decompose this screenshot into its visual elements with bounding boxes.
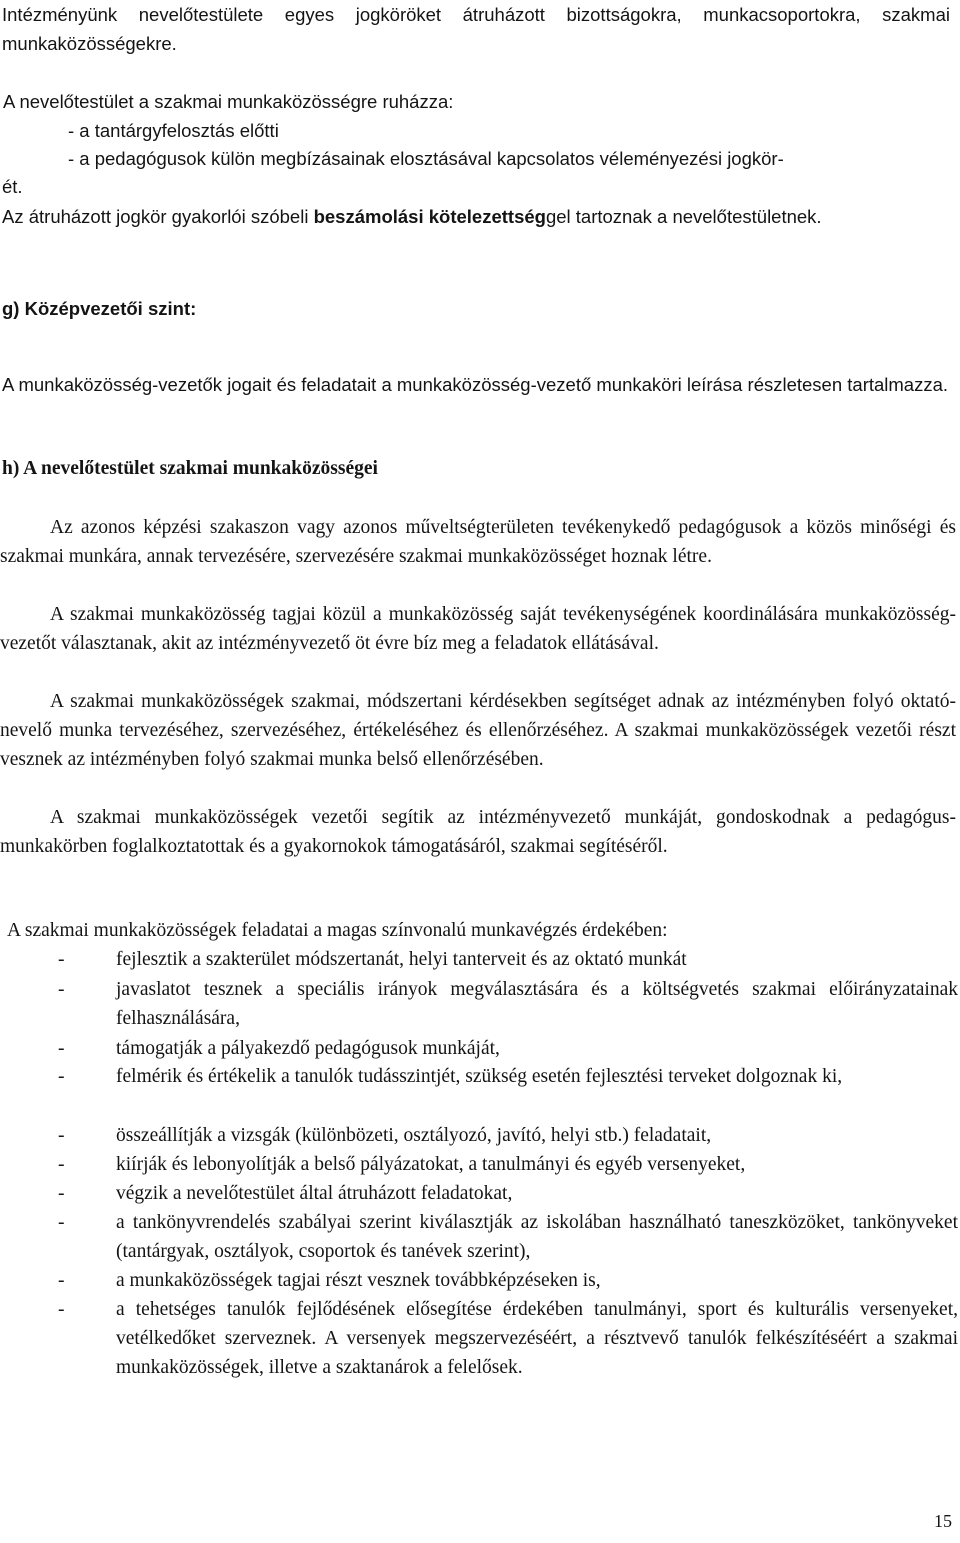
page-number: 15 [934,1511,952,1531]
list-dash: - [58,1154,65,1175]
list-item-text: a munkaközösségek tagjai részt vesznek továbbképzéseken is, [116,1270,601,1291]
list-item-text: végzik a nevelőtestület által átruházott feladatokat, [116,1183,513,1204]
list-item-text: a tehetséges tanulók fejlődésének elősegítése érdekében tanulmányi, sport és kulturális versenyeket, vetélkedőket szerveznek. A versenyek megszervezéséért, a résztvevő tanulók felkészítéséért a szakmai munkaközösségek, illetve a szaktanárok a felelősek. [116,1299,958,1378]
section-h-paragraph: A szakmai munkaközösségek vezetői segítik az intézményvezető munkáját, gondoskodnak a pedagógus-munkakörben foglalkoztatottak és a gyakornokok támogatásáról, szakmai segítéséről. [0,807,956,857]
section-g-text: A munkaközösség-vezetők jogait és feladatait a munkaközösség-vezető munkaköri leírása részletesen tartalmazza. [2,374,949,395]
accountability-text: Az átruházott jogkör gyakorlói szóbeli [2,206,314,227]
accountability-emphasis: beszámolási kötelezettség [313,206,546,227]
section-g-heading: g) Középvezetői szint: [2,298,197,319]
accountability-paragraph [2,202,952,231]
intro-paragraph: Intézményünk nevelőtestülete egyes jogköröket átruházott bizottságokra, munkacsoportokra, szakmai munkaközösségekre. [2,4,950,54]
section-h-paragraph: A szakmai munkaközösségek szakmai, módszertani kérdésekben segítséget adnak az intézményben folyó oktató-nevelő munka tervezéséhez, szervezéséhez, értékeléséhez és ellenőrzéséhez. A szakmai munkaközösségek vezetői részt vesznek az intézményben folyó szakmai munka belső ellenőrzésében. [0,691,956,770]
list-dash: - [58,1270,65,1291]
delegation-item: - a tantárgyfelosztás előtti [68,120,279,141]
list-dash: - [58,1299,65,1320]
section-h-paragraph: Az azonos képzési szakaszon vagy azonos műveltségterületen tevékenykedő pedagógusok a közös minőségi és szakmai munkára, annak tervezésére, szervezésére szakmai munkaközösséget hoznak létre. [0,517,956,567]
list-dash: - [58,949,65,970]
list-item-text: összeállítják a vizsgák (különbözeti, osztályozó, javító, helyi stb.) feladatait, [116,1125,712,1146]
list-dash: - [58,1066,65,1087]
section-h-heading: h) A nevelőtestület szakmai munkaközösségei [2,458,378,479]
list-item-text: fejlesztik a szakterület módszertanát, helyi tanterveit és az oktató munkát [116,949,687,970]
section-h-paragraph: A szakmai munkaközösség tagjai közül a munkaközösség saját tevékenységének koordinálására munkaközösség-vezetőt választanak, akit az intézményvezető öt évre bíz meg a feladatok ellátásával. [0,604,956,654]
tasks-lead: A szakmai munkaközösségek feladatai a magas színvonalú munkavégzés érdekében: [7,920,668,941]
list-item-text: felmérik és értékelik a tanulók tudásszintjét, szükség esetén fejlesztési terveket dolgoznak ki, [116,1066,843,1087]
list-dash: - [58,979,65,1000]
list-item-text: a tankönyvrendelés szabályai szerint kiválasztják az iskolában használható taneszközöket, tankönyveket (tantárgyak, osztályok, csoportok és tanévek szerint), [116,1212,958,1262]
list-item-text: támogatják a pályakezdő pedagógusok munkáját, [116,1038,500,1059]
list-dash: - [58,1125,65,1146]
delegation-lead: A nevelőtestület a szakmai munkaközösségre ruházza: [3,91,454,112]
list-item-text: kiírják és lebonyolítják a belső pályázatokat, a tanulmányi és egyéb versenyeket, [116,1154,746,1175]
list-item-text: javaslatot tesznek a speciális irányok megválasztására és a költségvetés szakmai előirányzatainak felhasználására, [116,979,958,1029]
delegation-wrap: ét. [2,176,23,197]
accountability-text: gel tartoznak a nevelőtestületnek. [545,206,822,227]
list-dash: - [58,1038,65,1059]
delegation-item: - a pedagógusok külön megbízásainak elosztásával kapcsolatos véleményezési jogkör- [68,148,784,169]
list-dash: - [58,1183,65,1204]
list-dash: - [58,1212,65,1233]
